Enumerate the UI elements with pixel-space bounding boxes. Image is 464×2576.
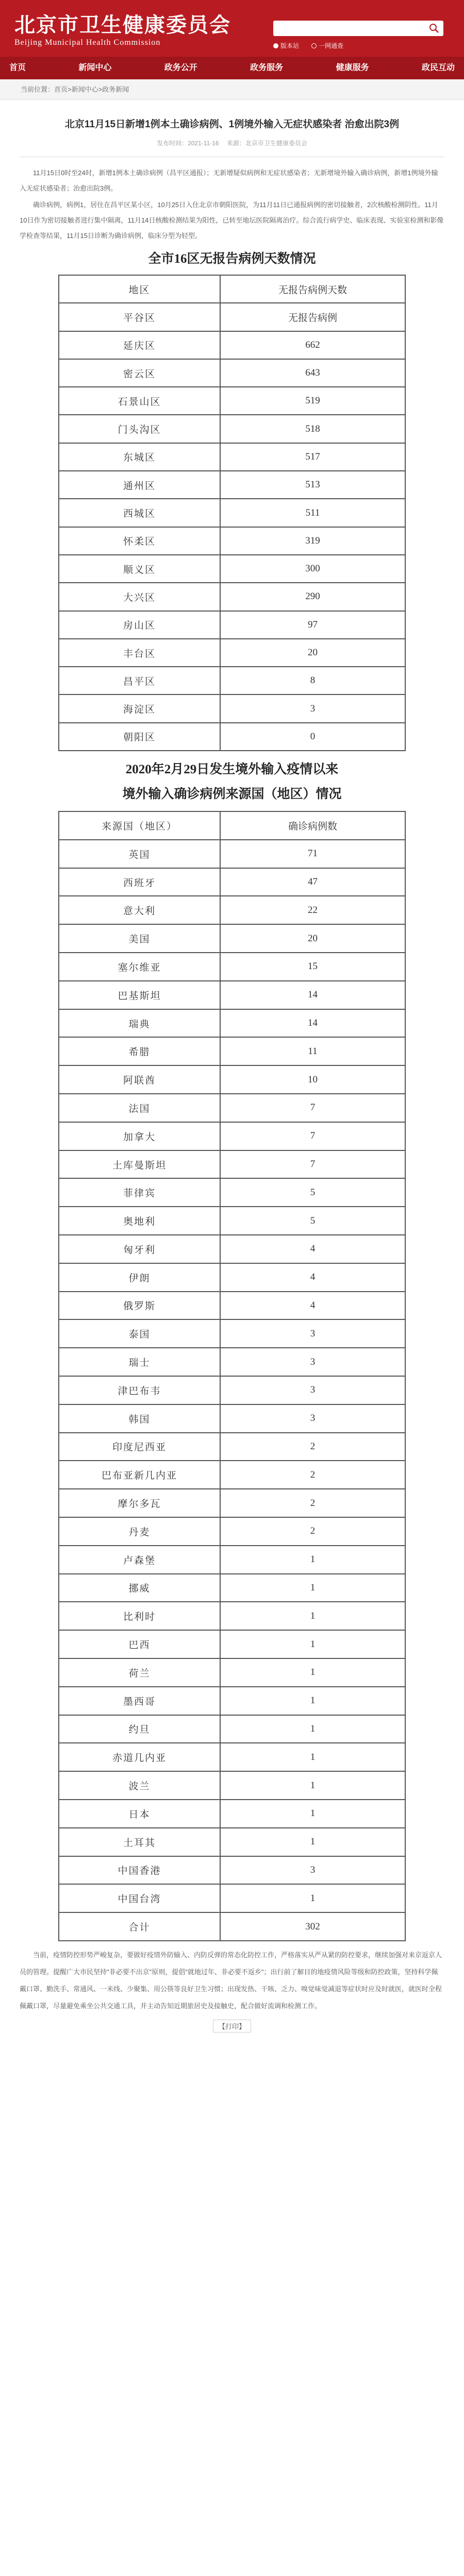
table2-title-line2: 境外输入确诊病例来源国（地区）情况 bbox=[122, 787, 342, 802]
row-value-cell: 2 bbox=[220, 1433, 405, 1461]
article-source: 来源：北京市卫生健康委员会 bbox=[226, 140, 307, 147]
source-country-table bbox=[58, 811, 406, 1941]
row-label-cell: 昌平区 bbox=[59, 667, 220, 694]
row-label-cell: 密云区 bbox=[59, 359, 220, 387]
table-row bbox=[59, 1630, 405, 1658]
table-row bbox=[59, 1292, 405, 1320]
table-row bbox=[59, 1178, 405, 1207]
row-value-cell: 4 bbox=[220, 1263, 405, 1292]
search-scope-options bbox=[273, 41, 343, 50]
row-value-cell: 513 bbox=[220, 471, 405, 499]
row-value-cell: 97 bbox=[220, 611, 405, 639]
table1-title: 全市16区无报告病例天数情况 bbox=[148, 252, 316, 266]
table-row bbox=[59, 1376, 405, 1404]
table-row bbox=[59, 1461, 405, 1489]
row-value-cell: 643 bbox=[220, 359, 405, 387]
row-value-cell: 47 bbox=[220, 868, 405, 896]
row-value-cell: 319 bbox=[220, 527, 405, 555]
article-footer-paragraph: 当前，疫情防控形势严峻复杂，要做好疫情外防输入、内防反弹的常态化防控工作，严格落实从严从紧的防控要求，继续加强对来京返京人员的管理。提醒广大市民坚持"非必要不出京"原则，提倡"就地过年、非必要不返乡"；出行前了解目的地疫情风险等级和防控政策，坚持科学佩戴口罩、勤洗手、常通风、一米线、少聚集、用公筷等良好卫生习惯；出现发热、干咳、乏力、嗅觉味觉减退等症状时应及时就医，就医时全程佩戴口罩，尽量避免乘坐公共交通工具，并主动告知近期旅居史及接触史，配合做好流调和检测工作。 bbox=[20, 1951, 442, 2010]
row-label-cell: 塞尔维亚 bbox=[59, 953, 220, 981]
row-value-cell: 3 bbox=[220, 1404, 405, 1433]
row-label-cell: 朝阳区 bbox=[59, 723, 220, 751]
row-value-cell: 300 bbox=[220, 555, 405, 583]
row-label-cell: 巴基斯坦 bbox=[59, 981, 220, 1009]
table-row bbox=[59, 723, 405, 751]
print-button[interactable]: 【打印】 bbox=[213, 2020, 251, 2032]
breadcrumb[interactable]: 当前位置：首页>新闻中心>政务新闻 bbox=[0, 79, 464, 100]
table-row bbox=[59, 1800, 405, 1828]
row-label-cell: 西班牙 bbox=[59, 868, 220, 896]
table-row bbox=[59, 1517, 405, 1546]
row-value-cell: 1 bbox=[220, 1743, 405, 1771]
row-label-cell: 门头沟区 bbox=[59, 415, 220, 443]
nav-gov-affairs[interactable]: 政务公开 bbox=[164, 63, 197, 72]
row-value-cell: 1 bbox=[220, 1828, 405, 1856]
row-label-cell: 希腊 bbox=[59, 1037, 220, 1065]
row-value-cell: 4 bbox=[220, 1292, 405, 1320]
row-value-cell: 7 bbox=[220, 1150, 405, 1179]
row-label-cell: 瑞典 bbox=[59, 1009, 220, 1038]
table-row bbox=[59, 1658, 405, 1687]
row-label-cell: 俄罗斯 bbox=[59, 1292, 220, 1320]
table-row bbox=[59, 1263, 405, 1292]
row-value-cell: 1 bbox=[220, 1800, 405, 1828]
row-value-cell: 2 bbox=[220, 1489, 405, 1517]
row-value-cell: 3 bbox=[220, 1319, 405, 1348]
table-header-cell: 确诊病例数 bbox=[220, 811, 405, 840]
row-label-cell: 中国香港 bbox=[59, 1856, 220, 1885]
row-label-cell: 意大利 bbox=[59, 896, 220, 924]
row-value-cell: 518 bbox=[220, 415, 405, 443]
table-row bbox=[59, 1574, 405, 1602]
table-row bbox=[59, 1884, 405, 1912]
row-label-cell: 丹麦 bbox=[59, 1517, 220, 1546]
nav-interaction[interactable]: 政民互动 bbox=[421, 63, 455, 72]
row-label-cell: 津巴布韦 bbox=[59, 1376, 220, 1404]
row-value-cell: 1 bbox=[220, 1771, 405, 1800]
table-row bbox=[59, 331, 405, 359]
row-value-cell: 20 bbox=[220, 639, 405, 667]
table-row bbox=[59, 1009, 405, 1038]
row-value-cell: 1 bbox=[220, 1884, 405, 1912]
row-value-cell: 1 bbox=[220, 1602, 405, 1630]
table-row bbox=[59, 667, 405, 694]
row-label-cell: 土库曼斯坦 bbox=[59, 1150, 220, 1179]
table-row bbox=[59, 1348, 405, 1376]
row-value-cell: 517 bbox=[220, 443, 405, 471]
publish-time: 发布时间：2021-11-16 bbox=[157, 140, 219, 147]
row-value-cell: 14 bbox=[220, 1009, 405, 1038]
table-row bbox=[59, 1771, 405, 1800]
row-label-cell: 石景山区 bbox=[59, 387, 220, 415]
row-value-cell: 22 bbox=[220, 896, 405, 924]
table-row bbox=[59, 981, 405, 1009]
site-title-en: Beijing Municipal Health Commission bbox=[14, 38, 161, 47]
search-scope-site[interactable]: 版本站 bbox=[273, 41, 299, 50]
article-paragraph: 11月15日0时至24时，新增1例本土确诊病例（昌平区通报）；无新增疑似病例和无症状感染者；无新增境外输入确诊病例，新增1例境外输入无症状感染者；治愈出院3例。 bbox=[20, 169, 438, 192]
row-label-cell: 土耳其 bbox=[59, 1828, 220, 1856]
search-scope-web[interactable]: 一网通查 bbox=[311, 41, 343, 50]
row-label-cell: 比利时 bbox=[59, 1602, 220, 1630]
row-label-cell: 平谷区 bbox=[59, 303, 220, 331]
nav-news[interactable]: 新闻中心 bbox=[78, 63, 112, 72]
row-value-cell: 662 bbox=[220, 331, 405, 359]
table-row bbox=[59, 924, 405, 953]
row-label-cell: 约旦 bbox=[59, 1715, 220, 1743]
table-header-row bbox=[59, 275, 405, 303]
row-value-cell: 3 bbox=[220, 694, 405, 722]
table-row bbox=[59, 868, 405, 896]
nav-health-services[interactable]: 健康服务 bbox=[336, 63, 369, 72]
table-row bbox=[59, 896, 405, 924]
row-value-cell: 无报告病例 bbox=[220, 303, 405, 331]
table-row bbox=[59, 1207, 405, 1235]
table-row bbox=[59, 555, 405, 583]
row-label-cell: 伊朗 bbox=[59, 1263, 220, 1292]
row-value-cell: 1 bbox=[220, 1715, 405, 1743]
table-row bbox=[59, 387, 405, 415]
nav-home[interactable]: 首页 bbox=[9, 63, 26, 72]
table-row bbox=[59, 303, 405, 331]
article-meta bbox=[20, 130, 444, 157]
row-value-cell: 4 bbox=[220, 1235, 405, 1263]
row-label-cell: 荷兰 bbox=[59, 1658, 220, 1687]
row-label-cell: 海淀区 bbox=[59, 694, 220, 722]
row-label-cell: 通州区 bbox=[59, 471, 220, 499]
table-row bbox=[59, 1037, 405, 1065]
table-row bbox=[59, 1546, 405, 1574]
main-nav bbox=[0, 57, 464, 79]
row-label-cell: 美国 bbox=[59, 924, 220, 953]
row-label-cell: 阿联酋 bbox=[59, 1065, 220, 1094]
row-value-cell: 2 bbox=[220, 1517, 405, 1546]
row-label-cell: 加拿大 bbox=[59, 1122, 220, 1150]
table-row bbox=[59, 443, 405, 471]
table-row bbox=[59, 694, 405, 722]
row-label-cell: 大兴区 bbox=[59, 583, 220, 611]
table-row bbox=[59, 1856, 405, 1885]
table-header-cell: 来源国（地区） bbox=[59, 811, 220, 840]
row-value-cell: 519 bbox=[220, 387, 405, 415]
row-value-cell: 3 bbox=[220, 1376, 405, 1404]
row-value-cell: 1 bbox=[220, 1546, 405, 1574]
row-label-cell: 合计 bbox=[59, 1912, 220, 1941]
row-value-cell: 1 bbox=[220, 1687, 405, 1715]
table-row bbox=[59, 1150, 405, 1179]
table-row bbox=[59, 1912, 405, 1941]
radio-checked-icon bbox=[273, 43, 278, 48]
search-area bbox=[273, 21, 443, 49]
row-label-cell: 顺义区 bbox=[59, 555, 220, 583]
row-label-cell: 波兰 bbox=[59, 1771, 220, 1800]
table-row bbox=[59, 1235, 405, 1263]
table-row bbox=[59, 1065, 405, 1094]
row-value-cell: 1 bbox=[220, 1630, 405, 1658]
row-label-cell: 奥地利 bbox=[59, 1207, 220, 1235]
table-row bbox=[59, 1122, 405, 1150]
table-row bbox=[59, 471, 405, 499]
row-label-cell: 匈牙利 bbox=[59, 1235, 220, 1263]
radio-unchecked-icon bbox=[311, 43, 317, 48]
table-row bbox=[59, 1094, 405, 1122]
table2-title-line1: 2020年2月29日发生境外输入疫情以来 bbox=[125, 762, 339, 777]
table-row bbox=[59, 1319, 405, 1348]
table-row bbox=[59, 1602, 405, 1630]
table-header-cell: 无报告病例天数 bbox=[220, 275, 405, 303]
row-label-cell: 摩尔多瓦 bbox=[59, 1489, 220, 1517]
row-value-cell: 14 bbox=[220, 981, 405, 1009]
row-label-cell: 墨西哥 bbox=[59, 1687, 220, 1715]
row-label-cell: 英国 bbox=[59, 840, 220, 868]
row-label-cell: 怀柔区 bbox=[59, 527, 220, 555]
table-row bbox=[59, 1489, 405, 1517]
row-value-cell: 7 bbox=[220, 1094, 405, 1122]
row-value-cell: 290 bbox=[220, 583, 405, 611]
row-label-cell: 赤道几内亚 bbox=[59, 1743, 220, 1771]
row-value-cell: 71 bbox=[220, 840, 405, 868]
row-label-cell: 日本 bbox=[59, 1800, 220, 1828]
row-value-cell: 2 bbox=[220, 1461, 405, 1489]
table-row bbox=[59, 527, 405, 555]
article bbox=[0, 100, 464, 2032]
table-row bbox=[59, 1404, 405, 1433]
row-label-cell: 泰国 bbox=[59, 1319, 220, 1348]
table-row bbox=[59, 359, 405, 387]
table-row bbox=[59, 1687, 405, 1715]
row-label-cell: 房山区 bbox=[59, 611, 220, 639]
table-header-cell: 地区 bbox=[59, 275, 220, 303]
row-value-cell: 10 bbox=[220, 1065, 405, 1094]
district-table bbox=[58, 275, 406, 751]
table-row bbox=[59, 1715, 405, 1743]
row-value-cell: 0 bbox=[220, 723, 405, 751]
row-label-cell: 卢森堡 bbox=[59, 1546, 220, 1574]
row-value-cell: 511 bbox=[220, 499, 405, 527]
search-input[interactable] bbox=[273, 21, 443, 36]
row-label-cell: 印度尼西亚 bbox=[59, 1433, 220, 1461]
row-value-cell: 302 bbox=[220, 1912, 405, 1941]
site-title-cn: 北京市卫生健康委员会 bbox=[14, 13, 231, 37]
table-row bbox=[59, 1828, 405, 1856]
site-header bbox=[0, 0, 464, 57]
row-label-cell: 法国 bbox=[59, 1094, 220, 1122]
nav-gov-services[interactable]: 政务服务 bbox=[250, 63, 284, 72]
row-value-cell: 3 bbox=[220, 1348, 405, 1376]
row-label-cell: 丰台区 bbox=[59, 639, 220, 667]
table-row bbox=[59, 1743, 405, 1771]
table-row bbox=[59, 583, 405, 611]
table-row bbox=[59, 611, 405, 639]
table-header-row bbox=[59, 811, 405, 840]
table-row bbox=[59, 639, 405, 667]
site-logo[interactable] bbox=[14, 13, 231, 47]
row-label-cell: 西城区 bbox=[59, 499, 220, 527]
table-row bbox=[59, 1433, 405, 1461]
row-value-cell: 7 bbox=[220, 1122, 405, 1150]
row-value-cell: 5 bbox=[220, 1178, 405, 1207]
row-label-cell: 中国台湾 bbox=[59, 1884, 220, 1912]
row-label-cell: 菲律宾 bbox=[59, 1178, 220, 1207]
table-row bbox=[59, 840, 405, 868]
table-row bbox=[59, 415, 405, 443]
row-label-cell: 挪威 bbox=[59, 1574, 220, 1602]
print-row bbox=[20, 2020, 444, 2032]
row-value-cell: 5 bbox=[220, 1207, 405, 1235]
row-value-cell: 11 bbox=[220, 1037, 405, 1065]
row-label-cell: 巴西 bbox=[59, 1630, 220, 1658]
row-label-cell: 瑞士 bbox=[59, 1348, 220, 1376]
row-value-cell: 1 bbox=[220, 1658, 405, 1687]
row-value-cell: 20 bbox=[220, 924, 405, 953]
table-row bbox=[59, 499, 405, 527]
row-label-cell: 韩国 bbox=[59, 1404, 220, 1433]
row-value-cell: 15 bbox=[220, 953, 405, 981]
row-label-cell: 东城区 bbox=[59, 443, 220, 471]
search-icon[interactable] bbox=[429, 23, 439, 33]
article-paragraph: 确诊病例，病例1，居住在昌平区某小区，10月25日入住北京市朝阳医院，为11月11日已通报病例的密切接触者，2次核酸检测阴性。11月10日作为密切接触者进行集中隔离，11月14日核酸检测结果为阳性，已转至地坛医院隔离治疗。综合流行病学史、临床表现、实验室检测和影像学检查等结果，11月15日诊断为确诊病例，临床分型为轻型。 bbox=[20, 201, 444, 240]
table-row bbox=[59, 953, 405, 981]
article-title: 北京11月15日新增1例本土确诊病例、1例境外输入无症状感染者 治愈出院3例 bbox=[64, 119, 400, 130]
row-label-cell: 延庆区 bbox=[59, 331, 220, 359]
row-label-cell: 巴布亚新几内亚 bbox=[59, 1461, 220, 1489]
row-value-cell: 3 bbox=[220, 1856, 405, 1885]
row-value-cell: 1 bbox=[220, 1574, 405, 1602]
row-value-cell: 8 bbox=[220, 667, 405, 694]
